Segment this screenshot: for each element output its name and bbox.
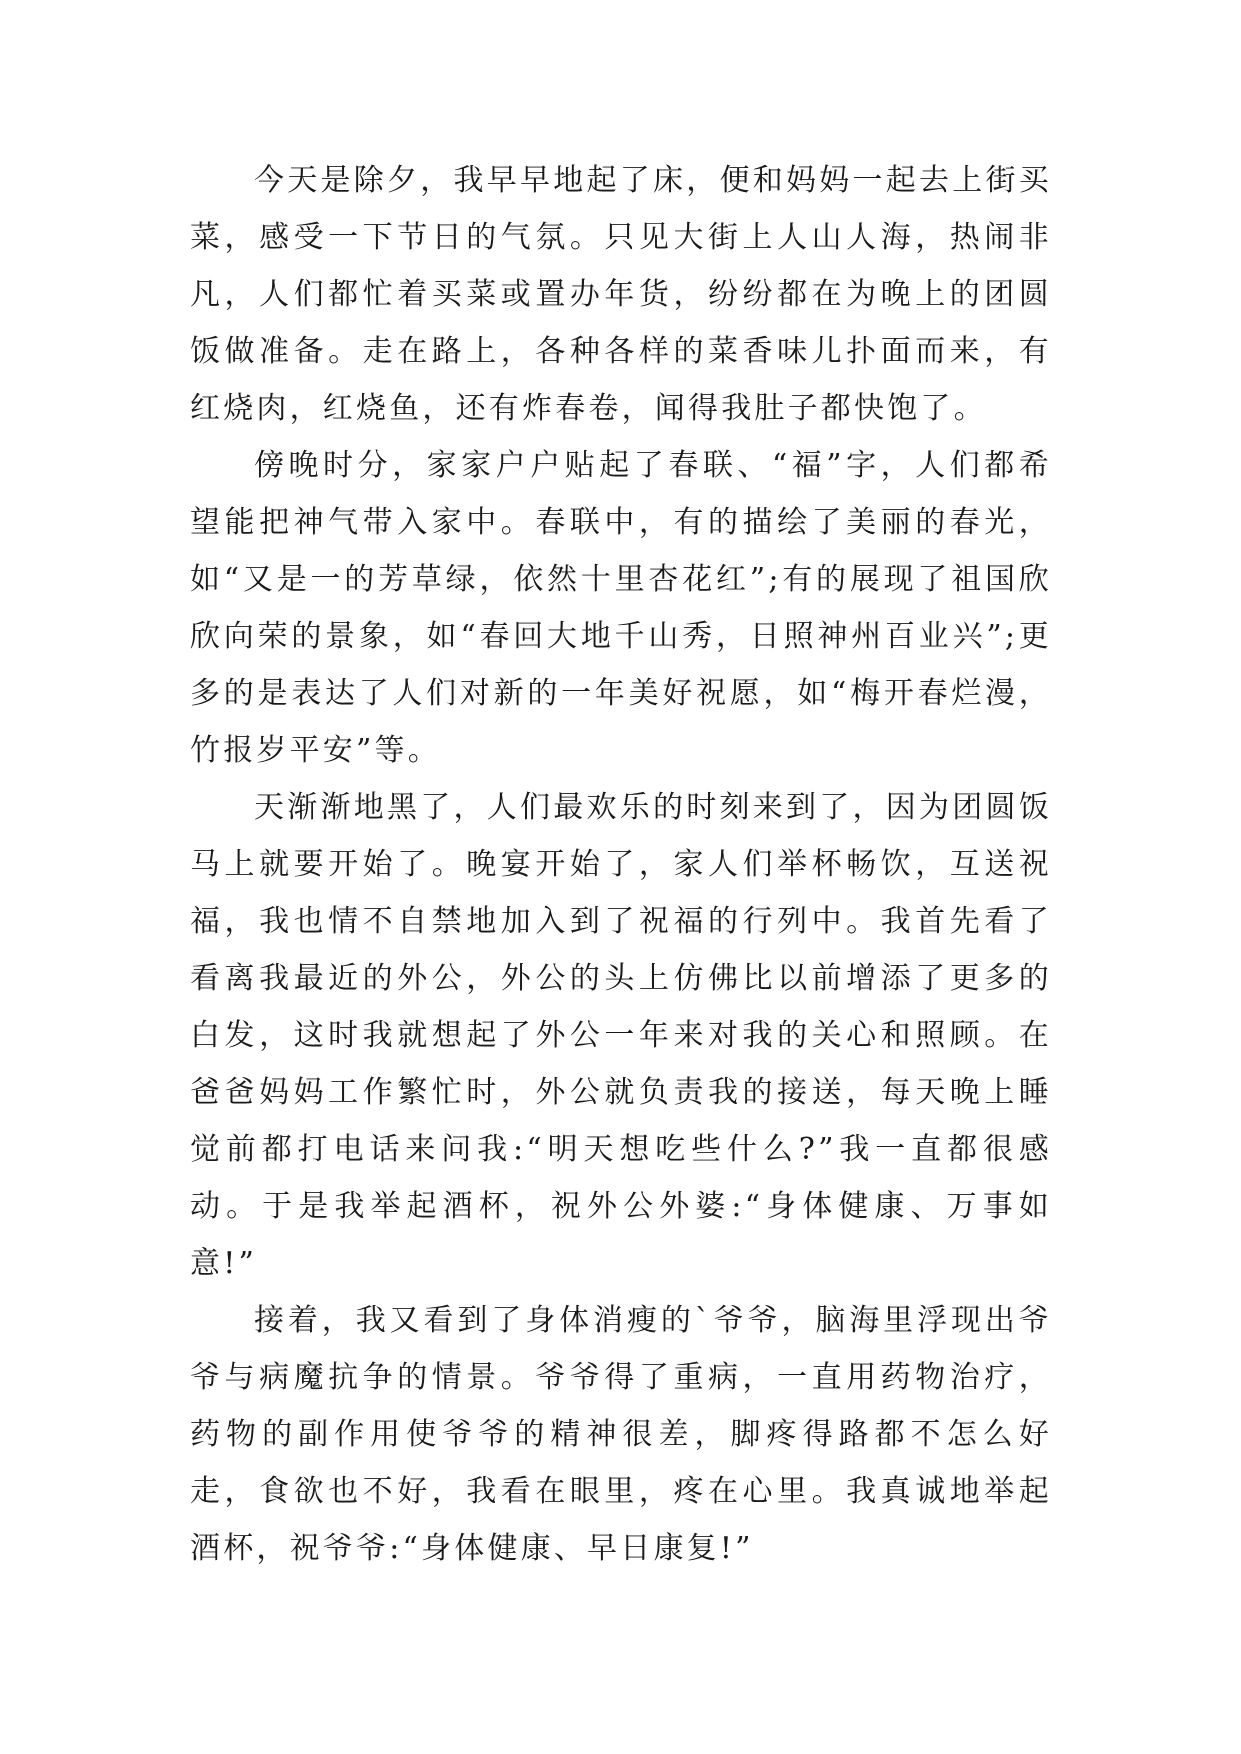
paragraph-4: 接着，我又看到了身体消瘦的`爷爷，脑海里浮现出爷爷与病魔抗争的情景。爷爷得了重病，一直用药物治疗，药物的副作用使爷爷的精神很差，脚疼得路都不怎么好走，食欲也不好，我看在眼里，疼在心里。我真诚地举起酒杯，祝爷爷:“身体健康、早日康复!” xyxy=(190,1303,1052,1566)
document-body xyxy=(190,152,1052,1577)
paragraph-1: 今天是除夕，我早早地起了床，便和妈妈一起去上街买菜，感受一下节日的气氛。只见大街上人山人海，热闹非凡，人们都忙着买菜或置办年货，纷纷都在为晚上的团圆饭做准备。走在路上，各种各样的菜香味儿扑面而来，有红烧肉，红烧鱼，还有炸春卷，闻得我肚子都快饱了。 xyxy=(190,163,1052,426)
paragraph-3: 天渐渐地黑了，人们最欢乐的时刻来到了，因为团圆饭马上就要开始了。晚宴开始了，家人们举杯畅饮，互送祝福，我也情不自禁地加入到了祝福的行列中。我首先看了看离我最近的外公，外公的头上仿佛比以前增添了更多的白发，这时我就想起了外公一年来对我的关心和照顾。在爸爸妈妈工作繁忙时，外公就负责我的接送，每天晚上睡觉前都打电话来问我:“明天想吃些什么?”我一直都很感动。于是我举起酒杯，祝外公外婆:“身体健康、万事如意!” xyxy=(190,790,1052,1281)
paragraph-2: 傍晚时分，家家户户贴起了春联、“福”字，人们都希望能把神气带入家中。春联中，有的描绘了美丽的春光，如“又是一的芳草绿，依然十里杏花红”;有的展现了祖国欣欣向荣的景象，如“春回大地千山秀，日照神州百业兴”;更多的是表达了人们对新的一年美好祝愿，如“梅开春烂漫，竹报岁平安”等。 xyxy=(190,448,1052,768)
